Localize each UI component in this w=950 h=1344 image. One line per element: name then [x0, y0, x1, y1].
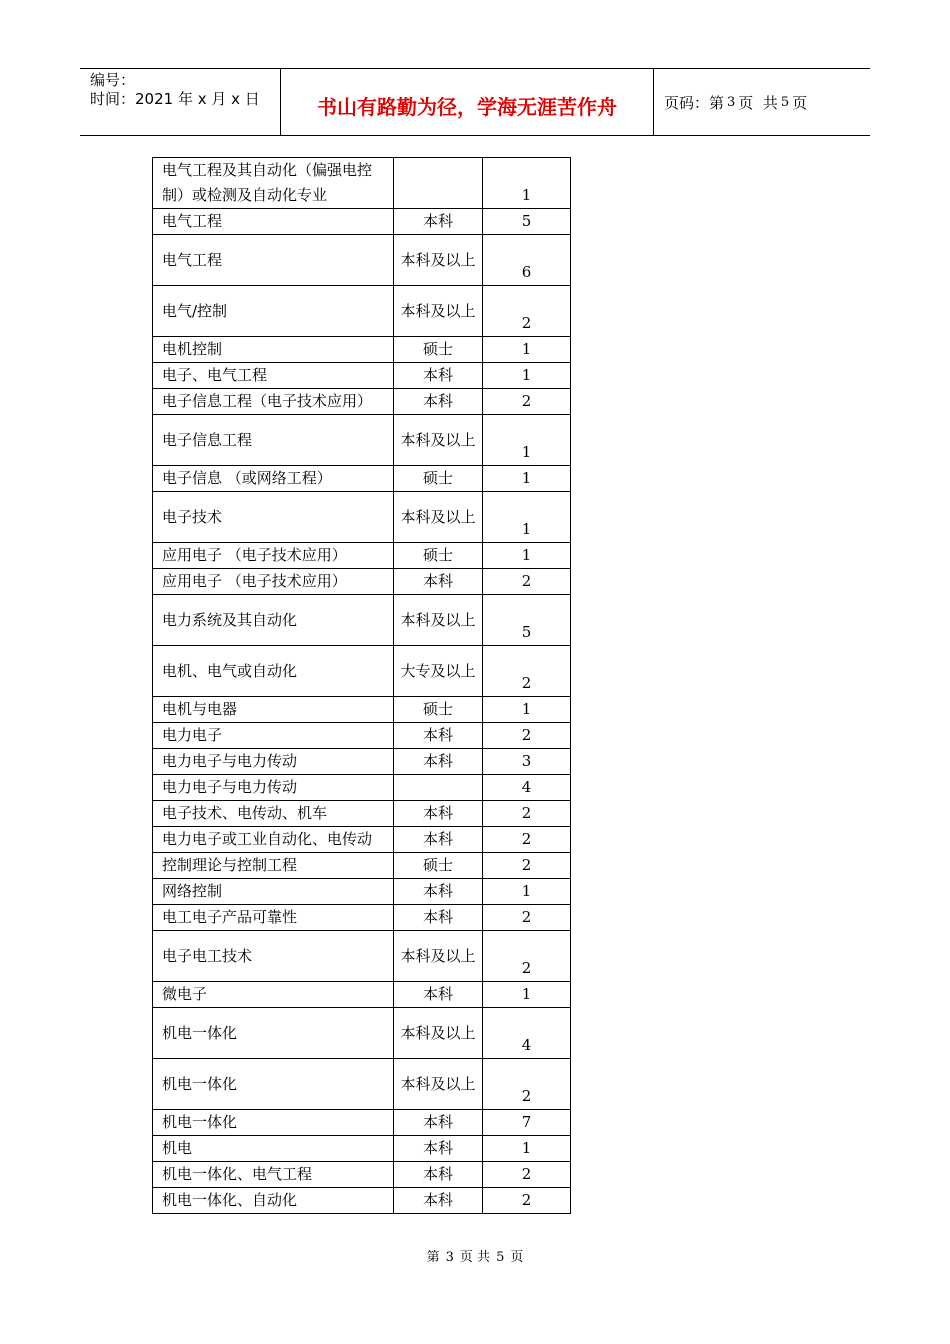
page-header — [80, 68, 870, 136]
count-cell: 1 — [483, 982, 571, 1008]
table-row — [153, 853, 571, 879]
table-row — [153, 337, 571, 363]
table-row — [153, 1162, 571, 1188]
count-cell: 1 — [483, 415, 571, 466]
major-cell: 电气工程及其自动化（偏强电控制）或检测及自动化专业 — [153, 158, 394, 209]
degree-cell: 硕士 — [394, 543, 483, 569]
footer-total: 5 — [496, 1250, 505, 1265]
degree-cell: 本科 — [394, 209, 483, 235]
degree-cell: 本科 — [394, 1136, 483, 1162]
header-motto: 书山有路勤为径，学海无涯苦作舟 — [281, 69, 654, 135]
count-cell: 2 — [483, 1059, 571, 1110]
count-cell: 2 — [483, 853, 571, 879]
count-cell: 1 — [483, 492, 571, 543]
major-cell: 电子技术、电传动、机车 — [153, 801, 394, 827]
count-cell: 1 — [483, 337, 571, 363]
major-cell: 微电子 — [153, 982, 394, 1008]
degree-cell: 本科 — [394, 723, 483, 749]
degree-cell: 硕士 — [394, 466, 483, 492]
degree-cell: 硕士 — [394, 853, 483, 879]
table-row — [153, 646, 571, 697]
count-cell: 5 — [483, 595, 571, 646]
table-row — [153, 801, 571, 827]
document-date: 时间：2021 年 x 月 x 日 — [90, 90, 260, 108]
degree-cell: 本科 — [394, 801, 483, 827]
table-row — [153, 905, 571, 931]
count-cell: 2 — [483, 569, 571, 595]
major-cell: 电气工程 — [153, 209, 394, 235]
major-cell: 电子技术 — [153, 492, 394, 543]
count-cell: 1 — [483, 158, 571, 209]
degree-cell: 本科及以上 — [394, 1059, 483, 1110]
footer-mid: 页 共 — [459, 1250, 491, 1265]
degree-cell: 本科 — [394, 905, 483, 931]
major-cell: 电力系统及其自动化 — [153, 595, 394, 646]
degree-cell: 本科及以上 — [394, 595, 483, 646]
degree-cell: 本科 — [394, 827, 483, 853]
degree-cell: 本科及以上 — [394, 286, 483, 337]
table-row — [153, 158, 571, 209]
degree-cell: 本科 — [394, 749, 483, 775]
major-cell: 机电 — [153, 1136, 394, 1162]
major-cell: 机电一体化 — [153, 1008, 394, 1059]
degree-cell: 本科 — [394, 569, 483, 595]
footer-prefix: 第 — [426, 1250, 440, 1265]
count-cell: 1 — [483, 543, 571, 569]
degree-cell: 本科及以上 — [394, 1008, 483, 1059]
count-cell: 1 — [483, 697, 571, 723]
degree-cell: 硕士 — [394, 337, 483, 363]
major-cell: 电子信息工程（电子技术应用） — [153, 389, 394, 415]
count-cell: 4 — [483, 775, 571, 801]
table-row — [153, 1188, 571, 1214]
count-cell: 2 — [483, 931, 571, 982]
table-row — [153, 879, 571, 905]
degree-cell: 本科及以上 — [394, 492, 483, 543]
degree-cell — [394, 158, 483, 209]
major-cell: 机电一体化、自动化 — [153, 1188, 394, 1214]
page-current: 3 — [727, 94, 736, 110]
table-row — [153, 492, 571, 543]
degree-cell — [394, 775, 483, 801]
major-cell: 电机控制 — [153, 337, 394, 363]
table-row — [153, 1059, 571, 1110]
major-cell: 电机与电器 — [153, 697, 394, 723]
table-row — [153, 209, 571, 235]
table-row — [153, 569, 571, 595]
count-cell: 5 — [483, 209, 571, 235]
table-row — [153, 775, 571, 801]
major-cell: 网络控制 — [153, 879, 394, 905]
count-cell: 2 — [483, 905, 571, 931]
page-footer — [0, 1246, 950, 1265]
count-cell: 1 — [483, 879, 571, 905]
major-cell: 电气工程 — [153, 235, 394, 286]
table-row — [153, 415, 571, 466]
major-cell: 机电一体化 — [153, 1059, 394, 1110]
degree-cell: 本科 — [394, 389, 483, 415]
count-cell: 2 — [483, 1162, 571, 1188]
table-row — [153, 363, 571, 389]
table-row — [153, 1110, 571, 1136]
count-cell: 7 — [483, 1110, 571, 1136]
major-cell: 机电一体化 — [153, 1110, 394, 1136]
count-cell: 1 — [483, 1136, 571, 1162]
count-cell: 2 — [483, 827, 571, 853]
table-row — [153, 595, 571, 646]
table-row — [153, 931, 571, 982]
table-row — [153, 697, 571, 723]
table-row — [153, 749, 571, 775]
count-cell: 2 — [483, 1188, 571, 1214]
table-row — [153, 286, 571, 337]
major-cell: 应用电子 （电子技术应用） — [153, 569, 394, 595]
count-cell: 2 — [483, 286, 571, 337]
count-cell: 1 — [483, 466, 571, 492]
page-total: 5 — [780, 94, 790, 110]
count-cell: 2 — [483, 801, 571, 827]
count-cell: 1 — [483, 363, 571, 389]
major-cell: 电力电子与电力传动 — [153, 749, 394, 775]
degree-cell: 本科 — [394, 879, 483, 905]
degree-cell: 本科 — [394, 1188, 483, 1214]
page-prefix: 页码：第 — [664, 93, 725, 112]
page-mid: 页 共 — [738, 93, 778, 112]
degree-cell: 本科 — [394, 982, 483, 1008]
major-cell: 电子信息 （或网络工程） — [153, 466, 394, 492]
count-cell: 3 — [483, 749, 571, 775]
table-row — [153, 389, 571, 415]
document-number-label: 编号： — [90, 71, 136, 89]
major-cell: 电子电工技术 — [153, 931, 394, 982]
count-cell: 2 — [483, 389, 571, 415]
table-row — [153, 723, 571, 749]
count-cell: 4 — [483, 1008, 571, 1059]
table-row — [153, 235, 571, 286]
major-cell: 电工电子产品可靠性 — [153, 905, 394, 931]
header-page-info — [654, 69, 870, 135]
footer-current: 3 — [445, 1250, 454, 1265]
major-cell: 电子、电气工程 — [153, 363, 394, 389]
major-cell: 电气/控制 — [153, 286, 394, 337]
table-row — [153, 543, 571, 569]
degree-cell: 本科 — [394, 1110, 483, 1136]
count-cell: 2 — [483, 723, 571, 749]
table-row — [153, 982, 571, 1008]
degree-cell: 硕士 — [394, 697, 483, 723]
page-suffix: 页 — [792, 93, 808, 112]
table-body — [153, 158, 571, 1214]
major-cell: 控制理论与控制工程 — [153, 853, 394, 879]
table-row — [153, 827, 571, 853]
count-cell: 2 — [483, 646, 571, 697]
major-cell: 电力电子 — [153, 723, 394, 749]
major-requirements-table — [152, 157, 571, 1214]
degree-cell: 大专及以上 — [394, 646, 483, 697]
major-cell: 电机、电气或自动化 — [153, 646, 394, 697]
major-cell: 电子信息工程 — [153, 415, 394, 466]
degree-cell: 本科 — [394, 1162, 483, 1188]
table-row — [153, 1136, 571, 1162]
footer-suffix: 页 — [510, 1250, 524, 1265]
major-cell: 机电一体化、电气工程 — [153, 1162, 394, 1188]
degree-cell: 本科及以上 — [394, 415, 483, 466]
major-cell: 电力电子或工业自动化、电传动 — [153, 827, 394, 853]
table-row — [153, 1008, 571, 1059]
degree-cell: 本科 — [394, 363, 483, 389]
major-cell: 应用电子 （电子技术应用） — [153, 543, 394, 569]
degree-cell: 本科及以上 — [394, 235, 483, 286]
count-cell: 6 — [483, 235, 571, 286]
table-row — [153, 466, 571, 492]
degree-cell: 本科及以上 — [394, 931, 483, 982]
major-cell: 电力电子与电力传动 — [153, 775, 394, 801]
header-meta — [80, 69, 281, 135]
